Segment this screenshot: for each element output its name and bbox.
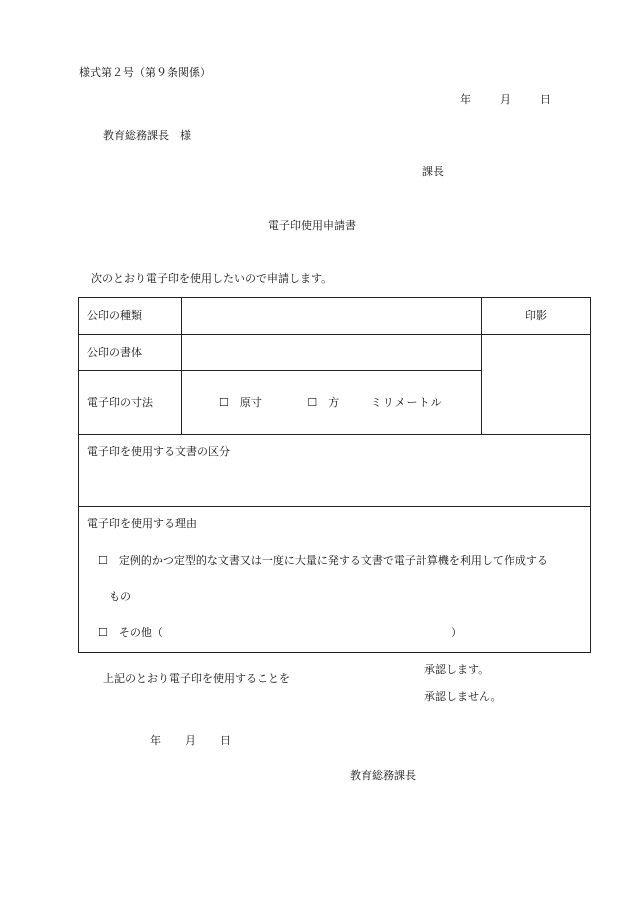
form-number: 様式第２号（第９条関係）	[79, 66, 211, 79]
reason-label: 電子印を使用する理由	[87, 517, 197, 530]
reason-option-regular-continued: もの	[109, 590, 131, 603]
approval-statement: 上記のとおり電子印を使用することを	[103, 672, 290, 685]
signer-title: 教育総務課長	[350, 769, 416, 782]
seal-image-label: 印影	[482, 298, 591, 335]
seal-font-label: 公印の書体	[79, 335, 182, 371]
approve-option[interactable]: 承認します。	[424, 663, 490, 676]
seal-type-value[interactable]	[182, 298, 482, 335]
header-date-year: 年	[460, 93, 471, 106]
seal-size-options	[182, 371, 482, 435]
footer-date-day: 日	[220, 734, 231, 747]
seal-font-value[interactable]	[182, 335, 482, 371]
seal-size-label: 電子印の寸法	[79, 371, 182, 435]
footer-date-year: 年	[150, 734, 161, 747]
document-category-label: 電子印を使用する文書の区分	[87, 445, 230, 458]
seal-type-label: 公印の種類	[79, 298, 182, 335]
header-date-day: 日	[540, 93, 551, 106]
seal-image-box	[482, 335, 591, 435]
footer-date-month: 月	[185, 734, 196, 747]
addressee: 教育総務課長 様	[103, 129, 191, 142]
intro-text: 次のとおり電子印を使用したいので申請します。	[91, 272, 333, 285]
reason-cell	[79, 507, 591, 653]
reason-other-close-paren: ）	[451, 626, 462, 639]
document-title: 電子印使用申請書	[268, 219, 356, 232]
size-unit-label: ミリメートル	[370, 395, 443, 409]
applicant-title: 課長	[422, 165, 444, 178]
size-square-checkbox[interactable]: ☐ 方	[307, 395, 340, 409]
header-date-month: 月	[500, 93, 511, 106]
reason-option-other[interactable]: ☐ その他（	[98, 626, 163, 639]
reject-option[interactable]: 承認しません。	[424, 690, 502, 703]
reason-option-regular[interactable]: ☐ 定例的かつ定型的な文書又は一度に大量に発する文書で電子計算機を利用して作成する	[98, 554, 548, 567]
document-category-cell[interactable]	[79, 435, 591, 507]
size-original-checkbox[interactable]: ☐ 原寸	[219, 395, 262, 409]
application-table	[78, 297, 591, 653]
